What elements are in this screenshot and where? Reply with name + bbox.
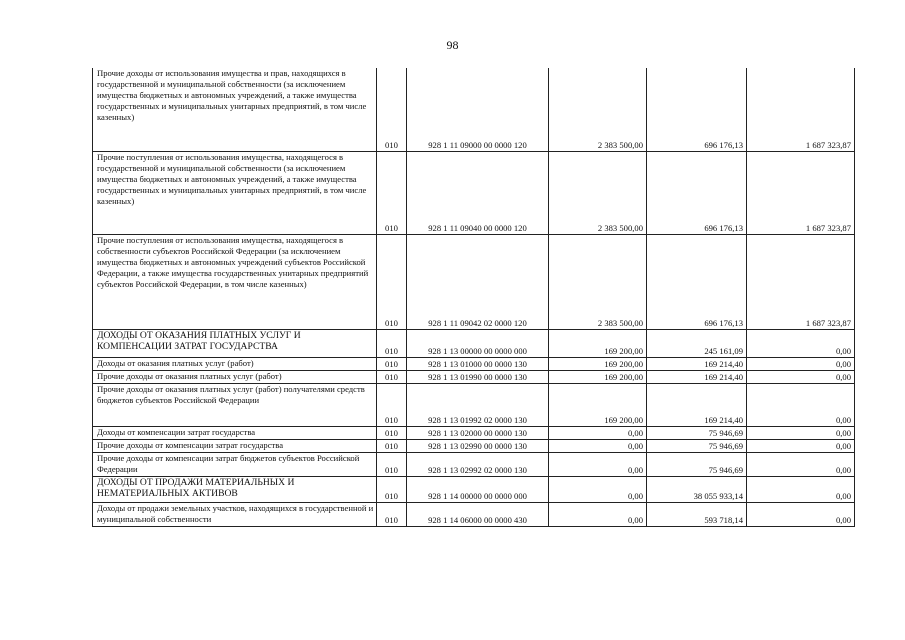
row-executed: 75 946,69 [647, 426, 747, 439]
table-row [93, 452, 855, 476]
row-not-executed: 0,00 [747, 329, 855, 357]
row-code: 010 [377, 476, 407, 502]
row-name: Прочие доходы от оказания платных услуг (работ) [93, 370, 377, 383]
row-code: 010 [377, 370, 407, 383]
table-row [93, 426, 855, 439]
row-kbk: 928 1 11 09042 02 0000 120 [407, 234, 549, 329]
row-name: Доходы от продажи земельных участков, находящихся в государственной и муниципальной собственности [93, 502, 377, 526]
row-code: 010 [377, 383, 407, 426]
row-code: 010 [377, 68, 407, 151]
row-executed: 245 161,09 [647, 329, 747, 357]
row-name: Доходы от оказания платных услуг (работ) [93, 357, 377, 370]
row-kbk: 928 1 13 01992 02 0000 130 [407, 383, 549, 426]
row-kbk: 928 1 14 00000 00 0000 000 [407, 476, 549, 502]
row-approved: 169 200,00 [549, 329, 647, 357]
row-kbk: 928 1 14 06000 00 0000 430 [407, 502, 549, 526]
table-row [93, 439, 855, 452]
row-executed: 696 176,13 [647, 68, 747, 151]
row-code: 010 [377, 151, 407, 234]
row-approved: 2 383 500,00 [549, 151, 647, 234]
row-name: Доходы от компенсации затрат государства [93, 426, 377, 439]
row-executed: 593 718,14 [647, 502, 747, 526]
revenue-table [92, 68, 855, 527]
row-not-executed: 0,00 [747, 452, 855, 476]
row-name: Прочие поступления от использования имущества, находящегося в государственной и муниципальной собственности (за исключением имущества бюджетных и автономных учреждений, а также имущества государственных и муниципальных унитарных предприятий, в том числе казенных) [93, 151, 377, 234]
row-approved: 2 383 500,00 [549, 68, 647, 151]
row-name: ДОХОДЫ ОТ ОКАЗАНИЯ ПЛАТНЫХ УСЛУГ И КОМПЕНСАЦИИ ЗАТРАТ ГОСУДАРСТВА [93, 329, 377, 357]
table-body [93, 68, 855, 526]
row-executed: 696 176,13 [647, 234, 747, 329]
table-row [93, 151, 855, 234]
table-row [93, 370, 855, 383]
table-row [93, 357, 855, 370]
row-not-executed: 0,00 [747, 383, 855, 426]
row-not-executed: 0,00 [747, 357, 855, 370]
row-code: 010 [377, 502, 407, 526]
row-executed: 696 176,13 [647, 151, 747, 234]
row-kbk: 928 1 13 02992 02 0000 130 [407, 452, 549, 476]
row-code: 010 [377, 329, 407, 357]
row-not-executed: 0,00 [747, 439, 855, 452]
row-name: ДОХОДЫ ОТ ПРОДАЖИ МАТЕРИАЛЬНЫХ И НЕМАТЕРИАЛЬНЫХ АКТИВОВ [93, 476, 377, 502]
row-name: Прочие поступления от использования имущества, находящегося в собственности субъектов Российской Федерации (за исключением имущества бюджетных и автономных учреждений субъектов Российской Федерации, а также имущества государственных унитарных предприятий субъектов Российской Федерации, в том числе казенных) [93, 234, 377, 329]
row-code: 010 [377, 357, 407, 370]
row-code: 010 [377, 426, 407, 439]
row-approved: 0,00 [549, 476, 647, 502]
table-row [93, 234, 855, 329]
row-approved: 2 383 500,00 [549, 234, 647, 329]
row-not-executed: 1 687 323,87 [747, 68, 855, 151]
row-kbk: 928 1 13 01000 00 0000 130 [407, 357, 549, 370]
row-kbk: 928 1 13 00000 00 0000 000 [407, 329, 549, 357]
table-row [93, 502, 855, 526]
row-name: Прочие доходы от компенсации затрат бюджетов субъектов Российской Федерации [93, 452, 377, 476]
row-code: 010 [377, 234, 407, 329]
row-approved: 169 200,00 [549, 383, 647, 426]
row-not-executed: 0,00 [747, 370, 855, 383]
row-kbk: 928 1 11 09040 00 0000 120 [407, 151, 549, 234]
row-kbk: 928 1 13 01990 00 0000 130 [407, 370, 549, 383]
row-executed: 75 946,69 [647, 439, 747, 452]
row-not-executed: 0,00 [747, 476, 855, 502]
row-approved: 0,00 [549, 426, 647, 439]
row-executed: 75 946,69 [647, 452, 747, 476]
row-approved: 169 200,00 [549, 370, 647, 383]
row-name: Прочие доходы от использования имущества и прав, находящихся в государственной и муниципальной собственности (за исключением имущества бюджетных и автономных учреждений, а также имущества государственных и муниципальных унитарных предприятий, в том числе казенных) [93, 68, 377, 151]
row-not-executed: 0,00 [747, 426, 855, 439]
row-kbk: 928 1 13 02000 00 0000 130 [407, 426, 549, 439]
row-executed: 169 214,40 [647, 357, 747, 370]
row-name: Прочие доходы от оказания платных услуг (работ) получателями средств бюджетов субъектов Российской Федерации [93, 383, 377, 426]
row-approved: 0,00 [549, 452, 647, 476]
page-number: 98 [446, 38, 459, 52]
row-code: 010 [377, 452, 407, 476]
row-executed: 38 055 933,14 [647, 476, 747, 502]
table-row [93, 383, 855, 426]
row-approved: 0,00 [549, 502, 647, 526]
row-approved: 0,00 [549, 439, 647, 452]
row-not-executed: 0,00 [747, 502, 855, 526]
row-executed: 169 214,40 [647, 383, 747, 426]
row-kbk: 928 1 11 09000 00 0000 120 [407, 68, 549, 151]
table-row [93, 476, 855, 502]
table-row [93, 329, 855, 357]
table-row [93, 68, 855, 151]
row-kbk: 928 1 13 02990 00 0000 130 [407, 439, 549, 452]
row-not-executed: 1 687 323,87 [747, 234, 855, 329]
row-approved: 169 200,00 [549, 357, 647, 370]
row-executed: 169 214,40 [647, 370, 747, 383]
row-not-executed: 1 687 323,87 [747, 151, 855, 234]
row-code: 010 [377, 439, 407, 452]
row-name: Прочие доходы от компенсации затрат государства [93, 439, 377, 452]
